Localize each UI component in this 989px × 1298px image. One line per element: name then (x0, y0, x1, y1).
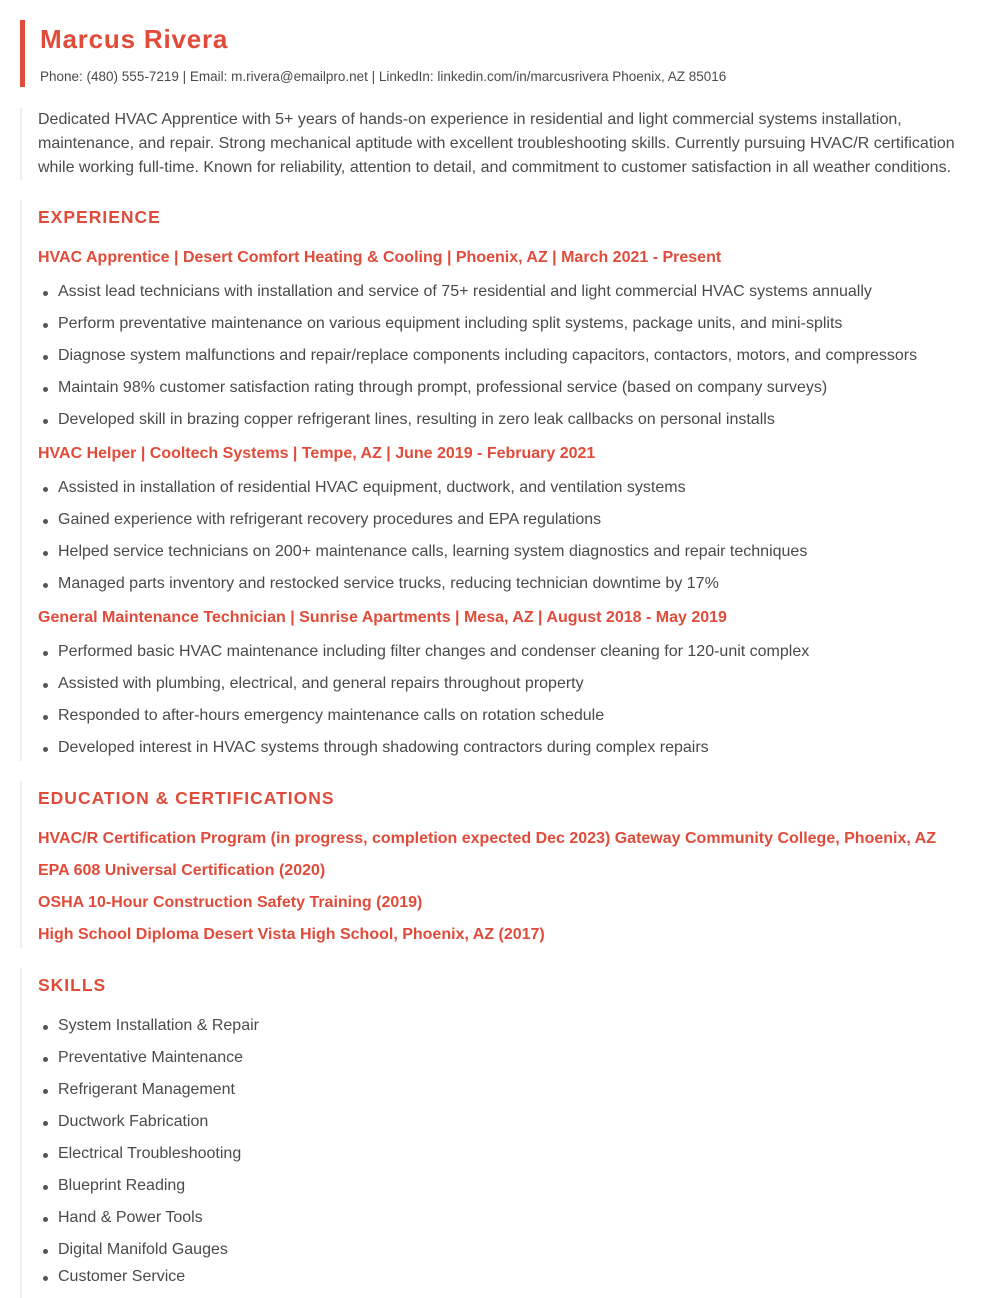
education-item: EPA 608 Universal Certification (2020) (38, 862, 326, 879)
list-item: Assist lead technicians with installation and service of 75+ residential and light commercial HVAC systems annually (58, 283, 872, 300)
education-section (20, 781, 960, 948)
contact-info: Phone: (480) 555-7219 | Email: m.rivera@emailpro.net | LinkedIn: linkedin.com/in/marcusrivera Phoenix, AZ 85016 (40, 69, 727, 84)
list-item: Assisted with plumbing, electrical, and general repairs throughout property (58, 675, 584, 692)
professional-summary: Dedicated HVAC Apprentice with 5+ years of hands-on experience in residential and light commercial systems installation, maintenance, and repair. Strong mechanical aptitude with excellent troubleshooting skills. Currently pursuing HVAC/R certification while working full-time. Known for reliability, attention to detail, and commitment to customer satisfaction in all weather conditions. (20, 108, 960, 180)
skills-heading: SKILLS (38, 975, 107, 995)
list-item: Diagnose system malfunctions and repair/replace components including capacitors, contactors, motors, and compressors (58, 347, 918, 364)
skills-section (20, 968, 960, 1298)
skill-item: Digital Manifold Gauges (58, 1241, 228, 1258)
education-item: OSHA 10-Hour Construction Safety Training (2019) (38, 894, 423, 911)
list-item: Helped service technicians on 200+ maintenance calls, learning system diagnostics and repair techniques (58, 543, 808, 560)
skill-item: Ductwork Fabrication (58, 1113, 209, 1130)
skill-item: Hand & Power Tools (58, 1209, 203, 1226)
job-title: HVAC Apprentice | Desert Comfort Heating & Cooling | Phoenix, AZ | March 2021 - Present (38, 249, 722, 266)
list-item: Responded to after-hours emergency maintenance calls on rotation schedule (58, 707, 605, 724)
list-item: Managed parts inventory and restocked service trucks, reducing technician downtime by 17% (58, 575, 719, 592)
list-item: Performed basic HVAC maintenance including filter changes and condenser cleaning for 120-unit complex (58, 643, 810, 660)
job-title: General Maintenance Technician | Sunrise Apartments | Mesa, AZ | August 2018 - May 2019 (38, 609, 727, 626)
education-item: High School Diploma Desert Vista High School, Phoenix, AZ (2017) (38, 926, 545, 943)
experience-heading: EXPERIENCE (38, 207, 161, 227)
candidate-name: Marcus Rivera (40, 24, 229, 54)
skill-item: Electrical Troubleshooting (58, 1145, 242, 1162)
skill-item: System Installation & Repair (58, 1017, 259, 1034)
skill-item: Preventative Maintenance (58, 1049, 243, 1066)
list-item: Perform preventative maintenance on various equipment including split systems, package units, and mini-splits (58, 315, 843, 332)
education-item: HVAC/R Certification Program (in progress, completion expected Dec 2023) Gateway Community College, Phoenix, AZ (38, 830, 936, 847)
resume-header (20, 20, 960, 87)
list-item: Gained experience with refrigerant recovery procedures and EPA regulations (58, 511, 602, 528)
education-heading: EDUCATION & CERTIFICATIONS (38, 788, 335, 808)
skill-item: Refrigerant Management (58, 1081, 235, 1098)
skill-item: Blueprint Reading (58, 1177, 186, 1194)
list-item: Maintain 98% customer satisfaction rating through prompt, professional service (based on company surveys) (58, 379, 828, 396)
job-title: HVAC Helper | Cooltech Systems | Tempe, AZ | June 2019 - February 2021 (38, 445, 596, 462)
list-item: Developed skill in brazing copper refrigerant lines, resulting in zero leak callbacks on personal installs (58, 411, 775, 428)
experience-section (20, 200, 960, 761)
skill-item: Customer Service (58, 1268, 186, 1285)
list-item: Assisted in installation of residential HVAC equipment, ductwork, and ventilation systems (58, 479, 686, 496)
list-item: Developed interest in HVAC systems through shadowing contractors during complex repairs (58, 739, 709, 756)
